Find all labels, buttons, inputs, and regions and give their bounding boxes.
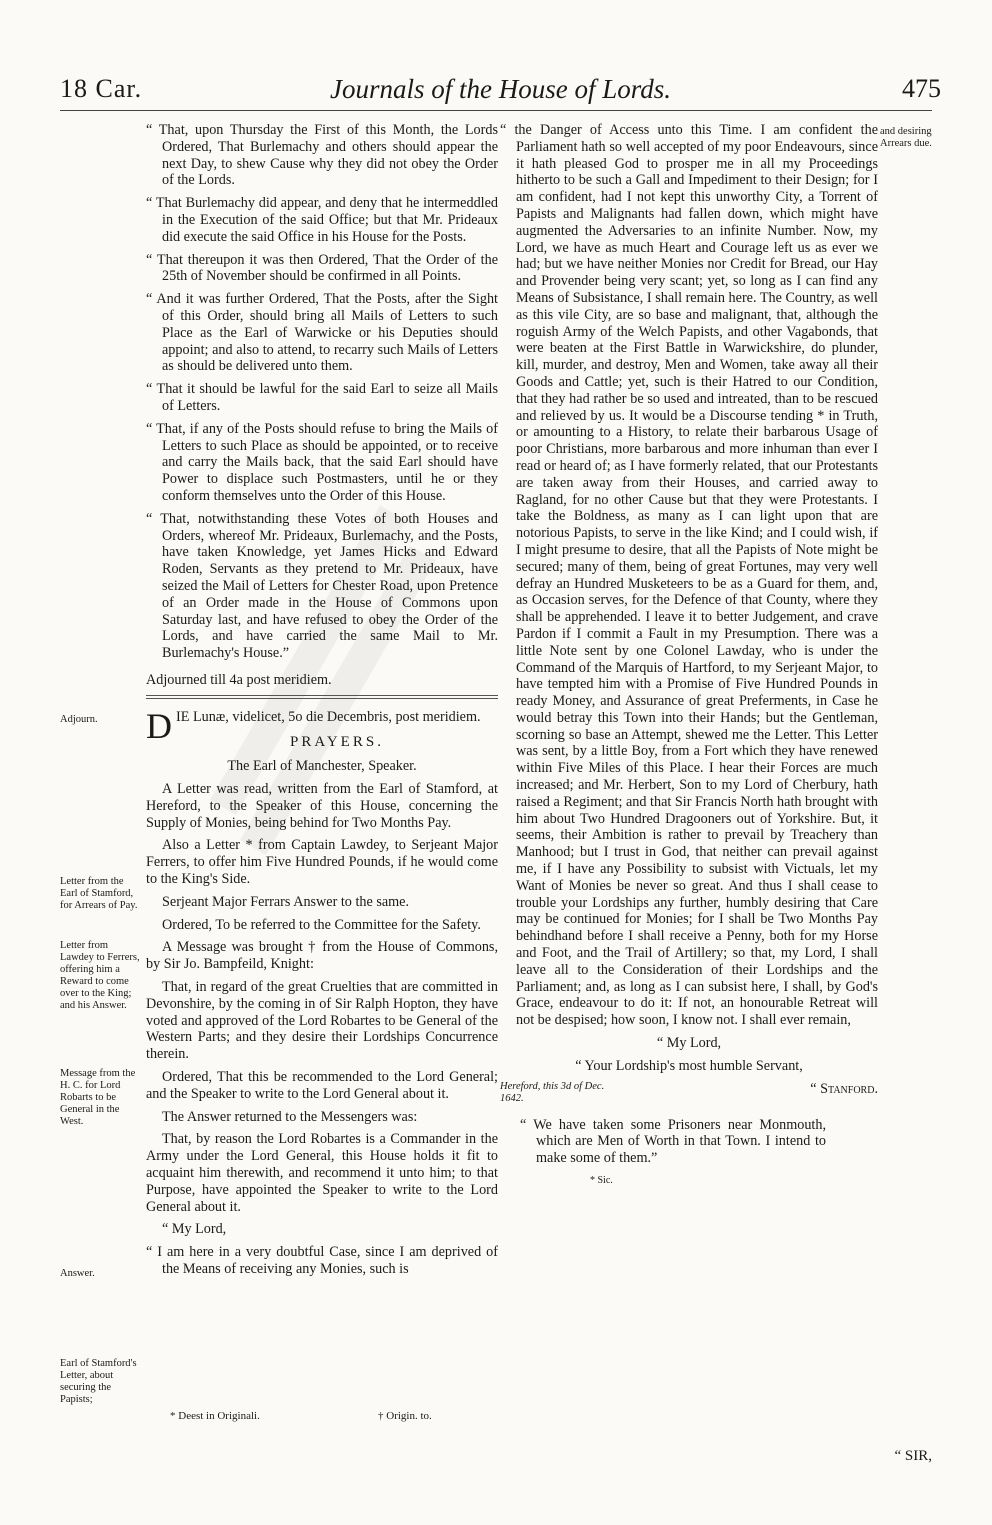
letter-salutation: “ My Lord, — [162, 1221, 227, 1238]
margin-note-letter-lawdey: Letter from Lawdey to Ferrers, offering him a Reward to come over to the King; and his Answer. — [60, 940, 140, 1011]
place-date: Hereford, this 3d of Dec. 1642. — [500, 1080, 605, 1104]
letter-closing: “ Your Lordship's most humble Servant, — [575, 1057, 803, 1074]
paragraph: The Answer returned to the Messengers was: — [162, 1108, 418, 1125]
paragraph: A Letter was read, written from the Earl of Stamford, at Hereford, to the Speaker of this House, concerning the Supply of Monies, being behind for Two Months Pay. — [146, 781, 498, 831]
letter-salutation: “ My Lord, — [656, 1035, 722, 1052]
paragraph: That, in regard of the great Cruelties that are committed in Devonshire, by the coming in of Sir Ralph Hopton, they have voted and approved of the Lord Robartes to be General of the Western Parts; and they desire their Lordships Concurrence therein. — [146, 979, 498, 1063]
paragraph: Also a Letter * from Captain Lawdey, to Serjeant Major Ferrers, to offer him Five Hundred Pounds, if he would come to the King's Side. — [146, 837, 498, 888]
paragraph: “ That, notwithstanding these Votes of both Houses and Orders, whereof Mr. Prideaux, Burlemachy, and the Posts, have taken Knowledge, yet James Hicks and Edward Roden, Servants as they pretend to Mr. Prideaux, have seized the Mail of Letters for Chester Road, upon Pretence of an Order made in the House of Commons upon Saturday last, and have refused to obey the Order of the Lords, and have carried the same Mail to Mr. Burlemachy's House.” — [146, 510, 498, 662]
adjourned-line: Adjourned till 4a post meridiem. — [146, 671, 332, 688]
page-number: 475 — [902, 74, 941, 103]
paragraph: “ That, if any of the Posts should refuse to bring the Mails of Letters to such Place as should be appointed, or to receive and carry the Mails back, that the said Earl should have Power to displace such Postmasters, until he or they conform themselves unto the Order of this House. — [146, 420, 498, 504]
margin-note-adjourn: Adjourn. — [60, 714, 98, 725]
paragraph: “ That, upon Thursday the First of this Month, the Lords Ordered, That Burlemachy and others should appear the next Day, to shew Cause why they did not obey the Order of the Lords. — [146, 122, 498, 189]
margin-note-arrears: and desiring Arrears due. — [880, 126, 932, 149]
paragraph: “ And it was further Ordered, That the Posts, after the Sight of this Order, should bring all Mails of Letters to such Place as the Earl of Warwicke or his Deputies should appoint; and also to attend, to recarry such Mails of Letters as should be delivered unto them. — [146, 291, 498, 375]
date-heading: DIE Lunæ, videlicet, 5o die Decembris, post meridiem. — [146, 705, 481, 746]
section-divider — [146, 695, 498, 699]
drop-cap: D — [146, 705, 172, 746]
margin-note-letter-stamford: Letter from the Earl of Stamford, for Arrears of Pay. — [60, 876, 138, 911]
speaker-line: The Earl of Manchester, Speaker. — [227, 758, 417, 775]
paragraph: “ That it should be lawful for the said Earl to seize all Mails of Letters. — [146, 381, 498, 414]
running-head-title: Journals of the House of Lords. — [330, 74, 672, 104]
signature-block — [500, 1081, 878, 1117]
paragraph: Ordered, That this be recommended to the Lord General; and the Speaker to write to the Lord General about it. — [146, 1069, 498, 1102]
catchword: “ SIR, — [894, 1448, 932, 1464]
prayers-heading: PRAYERS. — [290, 733, 384, 750]
paragraph: That, by reason the Lord Robartes is a Commander in the Army under the Lord General, this House holds it fit to acquaint him therewith, and recommend it unto him; to that Purpose, have appointed the Speaker to write to the Lord General about it. — [146, 1131, 498, 1215]
postscript: “ We have taken some Prisoners near Monmouth, which are Men of Worth in that Town. I intend to make some of them.” — [520, 1116, 826, 1167]
footnote: † Origin. to. — [378, 1410, 432, 1422]
running-head-left: 18 Car. — [60, 74, 143, 103]
column-left — [146, 122, 498, 1284]
paragraph: Serjeant Major Ferrars Answer to the same. — [162, 893, 410, 910]
paragraph: “ I am here in a very doubtful Case, since I am deprived of the Means of receiving any Monies, such is — [146, 1244, 498, 1278]
column-right — [500, 122, 878, 1196]
margin-note-earl-letter: Earl of Stamford's Letter, about securing the Papists; — [60, 1358, 137, 1405]
paragraph: Ordered, To be referred to the Committee for the Safety. — [162, 916, 481, 933]
paragraph: A Message was brought † from the House of Commons, by Sir Jo. Bampfeild, Knight: — [146, 939, 498, 973]
paragraph: “ That thereupon it was then Ordered, That the Order of the 25th of November should be confirmed in all Points. — [146, 251, 498, 285]
paragraph: “ That Burlemachy did appear, and deny that he intermeddled in the Execution of the said Office; but that Mr. Prideaux did execute the said Office in his House for the Posts. — [146, 195, 498, 245]
letter-body: “ the Danger of Access unto this Time. I am confident the Parliament hath so well accepted of my poor Endeavours, since it hath pleased God to prosper me in all my Proceedings hitherto to be such a Gall and Impediment to their Design; for I am confident, had I not kept this unworthy City, a Torrent of Papists and Malignants had fallen down, which might have augmented the Adversaries to an infinite Number. Now, my Lord, we have as much Heart and Courage left us as ever we had; but we have neither Monies nor Credit for Bread, our Hay and Provender being very scant; yet, so long as I can find any Means of Subsistance, I shall remain here. The Country, as well as this vile City, are so base and malignant, that, although the roguish Army of the Welch Papists, and other Vagabonds, that were beaten at the First Battle in Warwickshire, do plunder, kill, murder, and destroy, Men and Women, take away all their Goods and Cattle; yet, such is their Hatred to our Condition, that they had rather be so used and intreated, than to be rescued and relieved by us. It would be a Discourse tending * in Truth, or amounting to a History, to relate their barbarous Usage of poor Christians, more barbarous and more inhuman than ever I read or heard of; as I have formerly related, that our Protestants are taken away from their Houses, and carried away to Ragland, for no other Cause but that they were Protestants. I take the Boldness, as many as I can light upon that are notorious Papists, to serve in the like Kind; and I could wish, if I might presume to desire, that all the Papists of Note might be secured; many of them, being of great Fortunes, may very well defray an Hundred Musketeers to be as a Guard for them, and, as Occasion serves, for the Defence of that County, where they shall be apprehended. I leave it to better Judgement, and crave Pardon if I commit a Fault in my Presumption. There was a little Note sent by one Colonel Lawday, who is under the Command of the Marquis of Hartford, to my Serjeant Major, to have tempted him with a Promise of Five Hundred Pounds in ready Money, and Assurance of great Preferments, in Case he would betray this Town into their Hands; but the Gentleman, scorning so base an Attempt, shewed me the Letter. This Letter was sent, by a little Boy, from a Fort which they have renewed within Five Miles of this Place. I hear their Forces are much increased; and Mr. Herbert, Son to my Lord of Cherbury, hath raised a Regiment; and that Sir Francis North hath brought with him about Two Hundred Dragooners out of Yorkshire. But, it seems, their Ambition is rather to prevail by Treachery than Manhood; but I trust in God, that neither can prevail against me, if I have any Possibility to subsist with Victuals, let my Want of Monies be never so great. And thus I shall cease to trouble your Lordships any further, humbly desiring that Care may be continued for Monies; for I shall be Two Months Pay behindhand before I shall receive a Penny, both for my Horse and Foot, and the Trail of Artillery; so that, my Lord, I shall leave all to the Consideration of their Lordships and the Parliament; and, as long as I can subsist here, I shall, by God's Grace, endeavour to do it: If not, an honourable Retreat will not be despised; how soon, I know not. I shall ever remain, — [500, 122, 878, 1029]
sic-note: * Sic. — [590, 1175, 613, 1187]
signature: “ Stanford. — [810, 1080, 878, 1097]
margin-note-answer: Answer. — [60, 1268, 95, 1279]
header-rule — [60, 110, 932, 111]
footnote: * Deest in Originali. — [170, 1410, 260, 1422]
margin-note-message: Message from the H. C. for Lord Robarts to be General in the West. — [60, 1068, 136, 1127]
